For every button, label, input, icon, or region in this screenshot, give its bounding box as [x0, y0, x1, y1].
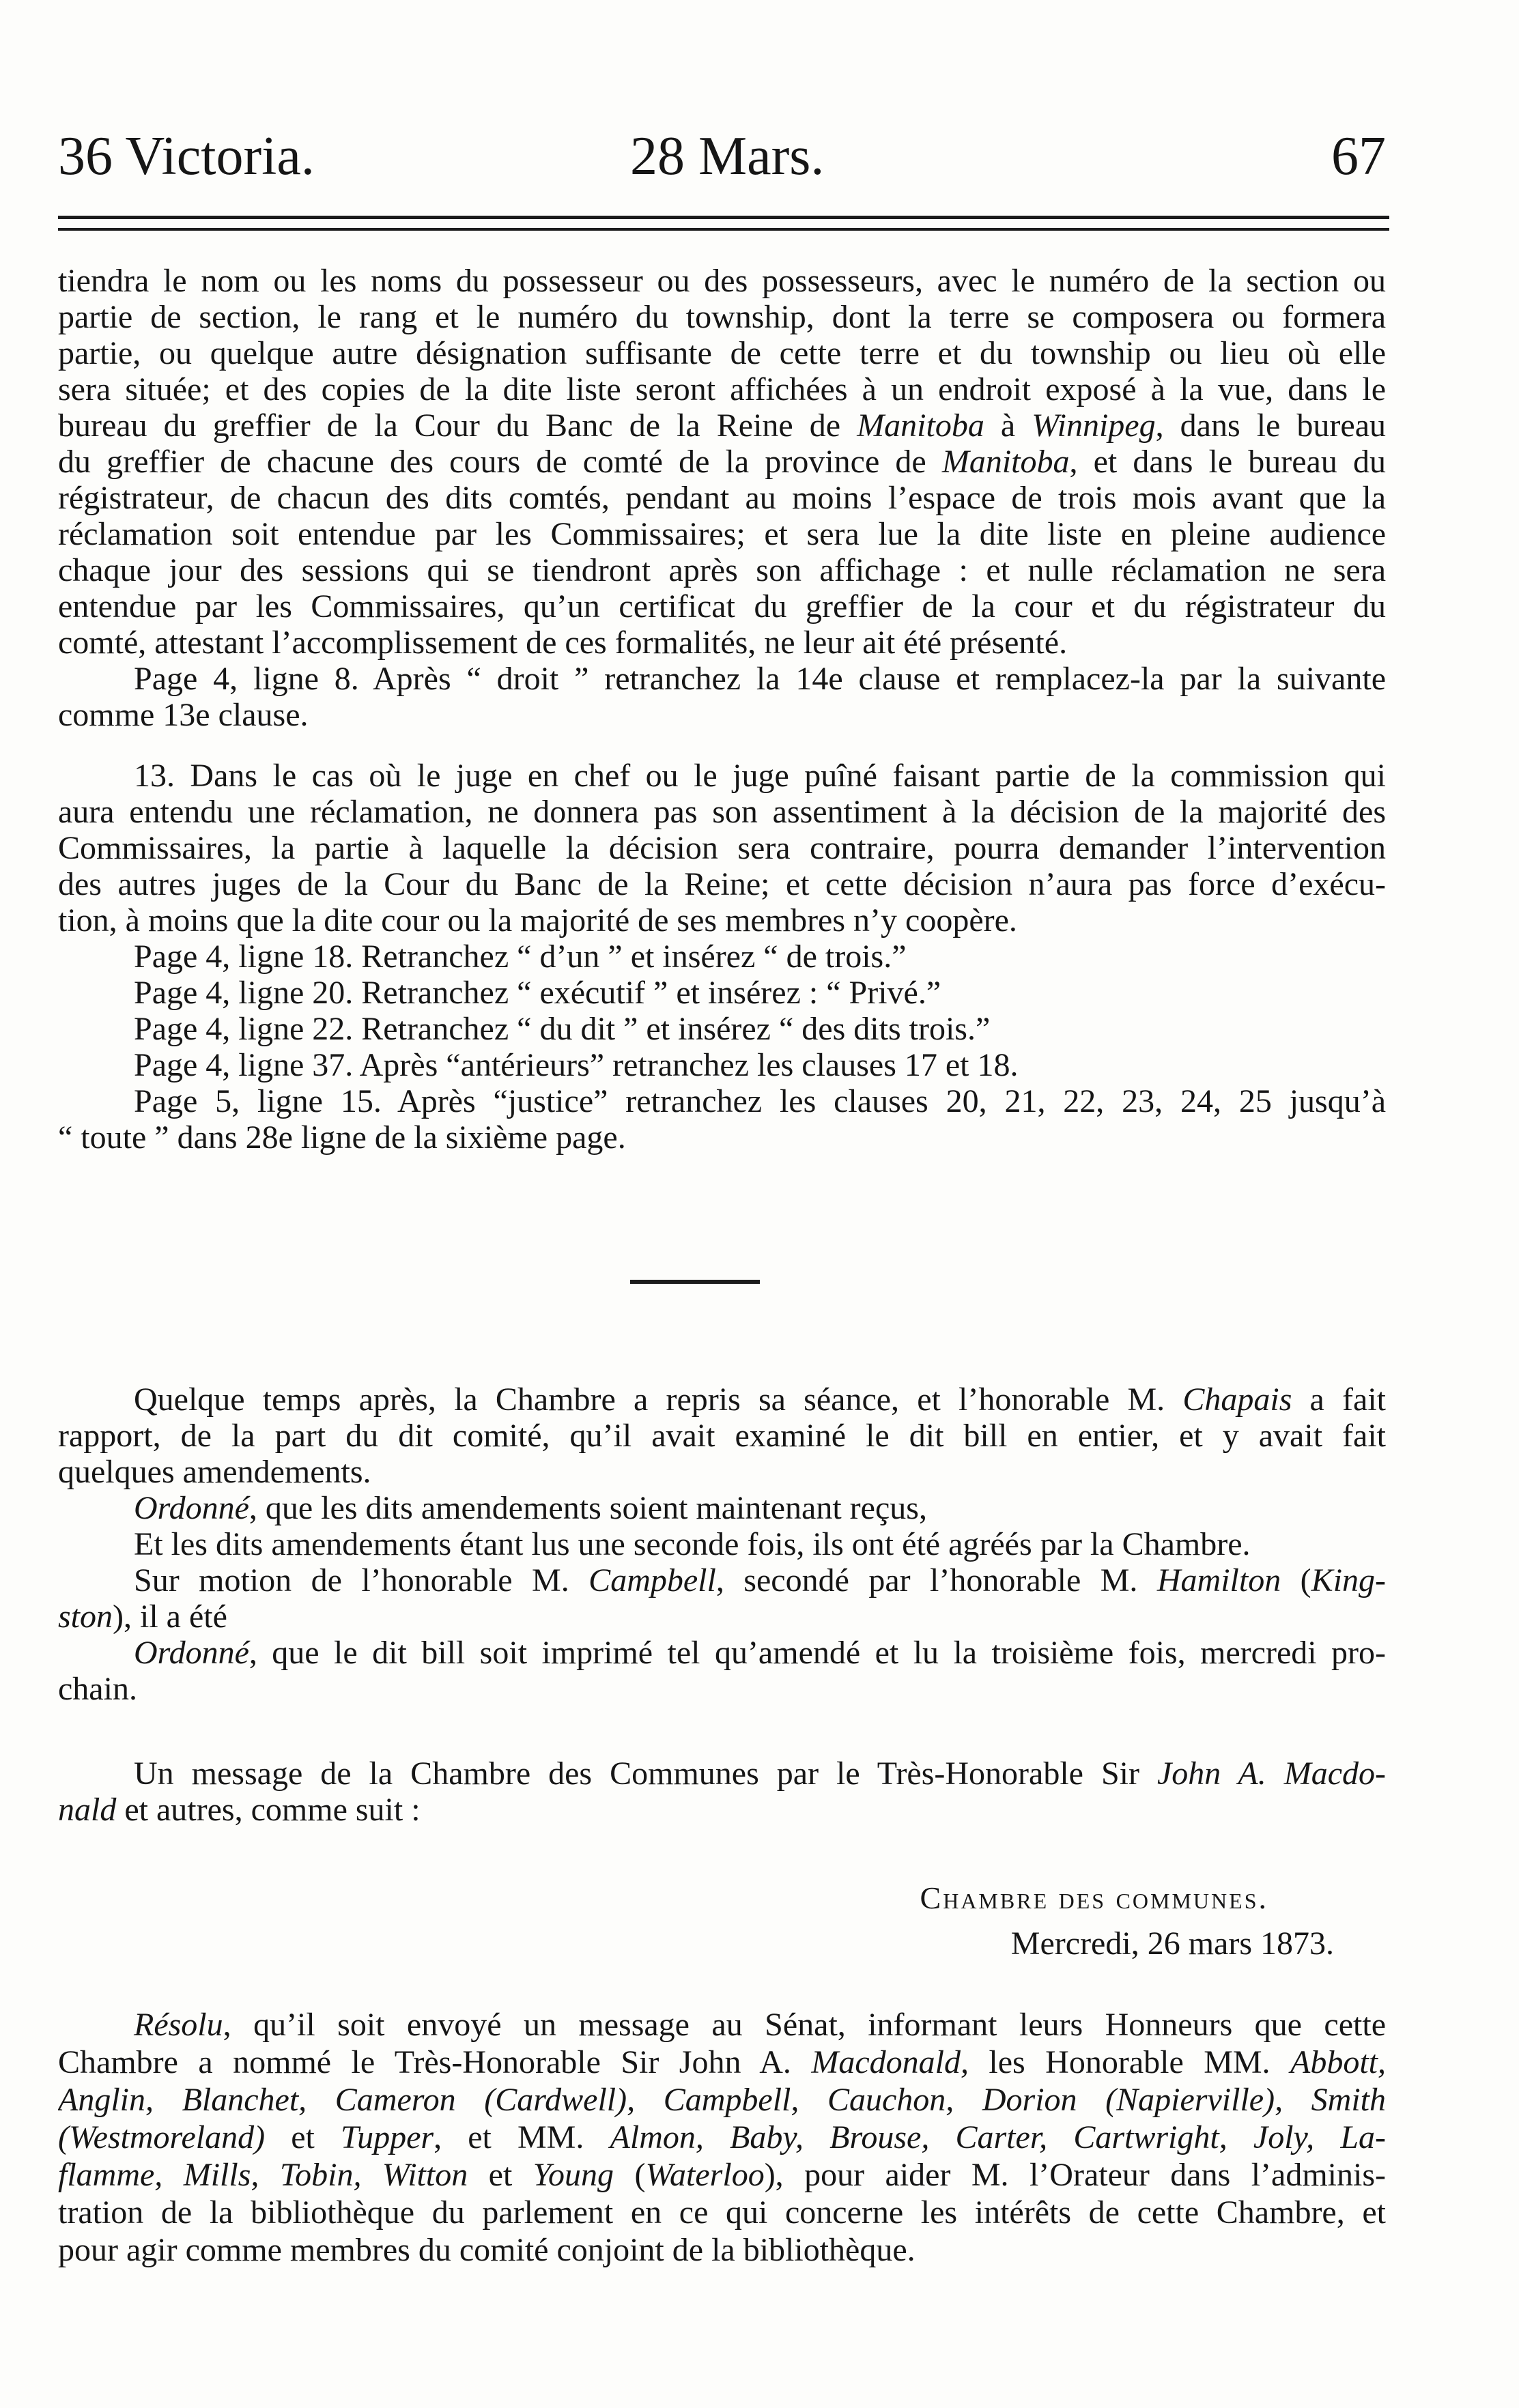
text-line — [58, 661, 1386, 697]
text-line — [58, 697, 1386, 733]
text-line — [58, 2156, 1386, 2194]
text-run: chaque jour des sessions qui se tiendront après son affichage : et nulle réclamation ne sera — [58, 552, 1386, 588]
text-run: ), il a été — [113, 1599, 227, 1635]
message-intro — [58, 1755, 1386, 1828]
running-head-session: 36 Victoria. — [58, 126, 315, 186]
text-run: régistrateur, de chacun des dits comtés, pendant au moins l’espace de trois mois avant que la — [58, 480, 1386, 516]
text-run: et autres, comme suit : — [116, 1792, 421, 1828]
text-run: Chambre a nommé le Très-Honorable Sir John A. — [58, 2044, 812, 2080]
text-run: les Honorable MM. — [968, 2044, 1290, 2080]
text-line — [58, 299, 1386, 335]
text-line — [58, 2119, 1386, 2156]
double-rule-bottom — [58, 228, 1389, 231]
text-line — [58, 866, 1386, 902]
text-run: entendue par les Commissaires, qu’un certificat du greffier de la cour et du régistrateur du — [58, 588, 1386, 625]
text-run: , que le dit bill soit imprimé tel qu’amendé et lu la troisième fois, mercredi pro- — [249, 1635, 1386, 1671]
text-run: sera située; et des copies de la dite liste seront affichées à un endroit exposé à la vue, dans le — [58, 371, 1386, 407]
italic-text: nald — [58, 1792, 117, 1828]
italic-text: Tupper — [341, 2119, 434, 2155]
text-line — [58, 2006, 1386, 2044]
italic-text: Waterloo — [645, 2157, 765, 2193]
text-run: , que les dits amendements soient maintenant reçus, — [249, 1490, 927, 1526]
text-run: ( — [614, 2157, 646, 2193]
italic-text: Manitoba — [857, 407, 984, 444]
message-house-heading: Chambre des communes. — [920, 1880, 1268, 1915]
text-line — [58, 407, 1386, 444]
committee-report — [58, 1381, 1386, 1707]
italic-text: Chapais — [1182, 1381, 1292, 1418]
text-line — [58, 1119, 1386, 1156]
italic-text: Campbell — [588, 1562, 716, 1599]
text-run: “ toute ” dans 28e ligne de la sixième page. — [58, 1119, 626, 1156]
text-run: , secondé par l’honorable M. — [715, 1562, 1157, 1599]
text-line — [58, 335, 1386, 371]
text-run: quelques amendements. — [58, 1454, 371, 1490]
text-line — [58, 625, 1386, 661]
italic-text: Winnipeg — [1032, 407, 1156, 444]
text-line — [58, 1418, 1386, 1454]
text-run: aura entendu une réclamation, ne donnera pas son assentiment à la décision de la majorité des — [58, 794, 1386, 830]
text-run: Page 4, ligne 22. Retranchez “ du dit ” et insérez “ des dits trois.” — [134, 1011, 991, 1047]
italic-text: Manitoba — [941, 444, 1070, 480]
text-line — [58, 2081, 1386, 2119]
text-run: à — [984, 407, 1032, 444]
text-line — [58, 552, 1386, 588]
text-run: ), pour aider M. l’Orateur dans l’adminis- — [764, 2157, 1386, 2193]
text-line — [58, 975, 1386, 1011]
text-line — [58, 2194, 1386, 2231]
text-line — [58, 1490, 1386, 1526]
text-line — [58, 938, 1386, 975]
text-run: partie, ou quelque autre désignation suffisante de cette terre et du township ou lieu où elle — [58, 335, 1386, 371]
resolution — [58, 2006, 1386, 2269]
text-run: Et les dits amendements étant lus une seconde fois, ils ont été agréés par la Chambre. — [134, 1526, 1251, 1562]
text-run: Un message de la Chambre des Communes par le Très-Honorable Sir — [134, 1755, 1157, 1792]
text-line — [58, 480, 1386, 516]
text-line — [58, 1526, 1386, 1562]
page-number: 67 — [1331, 126, 1386, 186]
italic-text: flamme, Mills, Tobin, Witton — [58, 2157, 468, 2193]
text-line — [58, 1011, 1386, 1047]
italic-text: (Westmoreland) — [58, 2119, 266, 2155]
text-run: comté, attestant l’accomplissement de ces formalités, ne leur ait été présenté. — [58, 625, 1068, 661]
message-date: Mercredi, 26 mars 1873. — [1010, 1925, 1334, 1962]
text-run: a fait — [1292, 1381, 1386, 1418]
italic-text: Ordonné — [134, 1635, 249, 1671]
text-run: Sur motion de l’honorable M. — [134, 1562, 589, 1599]
text-line — [58, 371, 1386, 407]
italic-text: Anglin, Blanchet, Cameron (Cardwell), Campbell, Cauchon, Dorion (Napierville), Smith — [58, 2082, 1386, 2118]
italic-text: Young — [533, 2157, 614, 2193]
text-run: , et dans le bureau du — [1069, 444, 1386, 480]
text-line — [58, 1635, 1386, 1671]
section-divider — [630, 1280, 760, 1284]
italic-text: Almon, Baby, Brouse, Carter, Cartwright, Joly, La- — [610, 2119, 1386, 2155]
text-line — [58, 263, 1386, 299]
clause-13 — [58, 758, 1386, 938]
text-run: 13. Dans le cas où le juge en chef ou le juge puîné faisant partie de la commission qui — [134, 758, 1386, 794]
text-run: tration de la bibliothèque du parlement en ce qui concerne les intérêts de cette Chambre, et — [58, 2194, 1386, 2231]
text-run: chain. — [58, 1671, 137, 1707]
text-line — [58, 1755, 1386, 1792]
text-line — [58, 1792, 1386, 1828]
text-line — [58, 444, 1386, 480]
text-line — [58, 830, 1386, 866]
text-run: Page 4, ligne 8. Après “ droit ” retranchez la 14e clause et remplacez-la par la suivante — [134, 661, 1386, 697]
text-line — [58, 1047, 1386, 1083]
text-line — [58, 1454, 1386, 1490]
clause-continuation — [58, 263, 1386, 661]
italic-text: Hamilton — [1156, 1562, 1281, 1599]
text-run: Page 5, ligne 15. Après “justice” retranchez les clauses 20, 21, 22, 23, 24, 25 jusqu’à — [134, 1083, 1386, 1119]
text-run: , qu’il soit envoyé un message au Sénat, informant leurs Honneurs que cette — [223, 2007, 1386, 2043]
text-line — [58, 516, 1386, 552]
italic-text: Abbott, — [1290, 2044, 1386, 2080]
text-line — [58, 1671, 1386, 1707]
text-run: pour agir comme membres du comité conjoint de la bibliothèque. — [58, 2232, 915, 2268]
running-head-date: 28 Mars. — [630, 126, 825, 186]
text-line — [58, 902, 1386, 938]
text-line — [58, 1599, 1386, 1635]
amendment-intro — [58, 661, 1386, 733]
amendments-list — [58, 938, 1386, 1156]
text-run: Quelque temps après, la Chambre a repris sa séance, et l’honorable M. — [134, 1381, 1183, 1418]
text-line — [58, 1562, 1386, 1599]
text-line — [58, 2044, 1386, 2081]
text-run: , dans le bureau — [1155, 407, 1386, 444]
text-run: Page 4, ligne 18. Retranchez “ d’un ” et insérez “ de trois.” — [134, 938, 907, 975]
italic-text: King- — [1311, 1562, 1386, 1599]
text-line — [58, 2231, 1386, 2269]
text-run: Page 4, ligne 37. Après “antérieurs” retranchez les clauses 17 et 18. — [134, 1047, 1019, 1083]
text-run: , et MM. — [434, 2119, 610, 2155]
text-run: du greffier de chacune des cours de comté de la province de — [58, 444, 942, 480]
text-run: Page 4, ligne 20. Retranchez “ exécutif ” et insérez : “ Privé.” — [134, 975, 941, 1011]
text-run: comme 13e clause. — [58, 697, 309, 733]
text-line — [58, 794, 1386, 830]
text-line — [58, 588, 1386, 625]
text-run: réclamation soit entendue par les Commissaires; et sera lue la dite liste en pleine audience — [58, 516, 1386, 552]
text-run: rapport, de la part du dit comité, qu’il avait examiné le dit bill en entier, et y avait fait — [58, 1418, 1386, 1454]
text-run: et — [265, 2119, 341, 2155]
text-line — [58, 1083, 1386, 1119]
text-run: ( — [1281, 1562, 1311, 1599]
text-run: Commissaires, la partie à laquelle la décision sera contraire, pourra demander l’intervention — [58, 830, 1386, 866]
italic-text: Ordonné — [134, 1490, 249, 1526]
italic-text: Résolu — [134, 2007, 223, 2043]
text-run: partie de section, le rang et le numéro du township, dont la terre se composera ou formera — [58, 299, 1386, 335]
text-run: tiendra le nom ou les noms du possesseur ou des possesseurs, avec le numéro de la section ou — [58, 263, 1386, 299]
italic-text: Macdonald, — [811, 2044, 969, 2080]
italic-text: John A. Macdo- — [1157, 1755, 1386, 1792]
double-rule-top — [58, 216, 1389, 219]
italic-text: ston — [58, 1599, 113, 1635]
text-line — [58, 758, 1386, 794]
text-line — [58, 1381, 1386, 1418]
text-run: des autres juges de la Cour du Banc de la Reine; et cette décision n’aura pas force d’exécu- — [58, 866, 1386, 902]
text-run: bureau du greffier de la Cour du Banc de la Reine de — [58, 407, 857, 444]
text-run: et — [468, 2157, 533, 2193]
text-run: tion, à moins que la dite cour ou la majorité de ses membres n’y coopère. — [58, 902, 1017, 938]
